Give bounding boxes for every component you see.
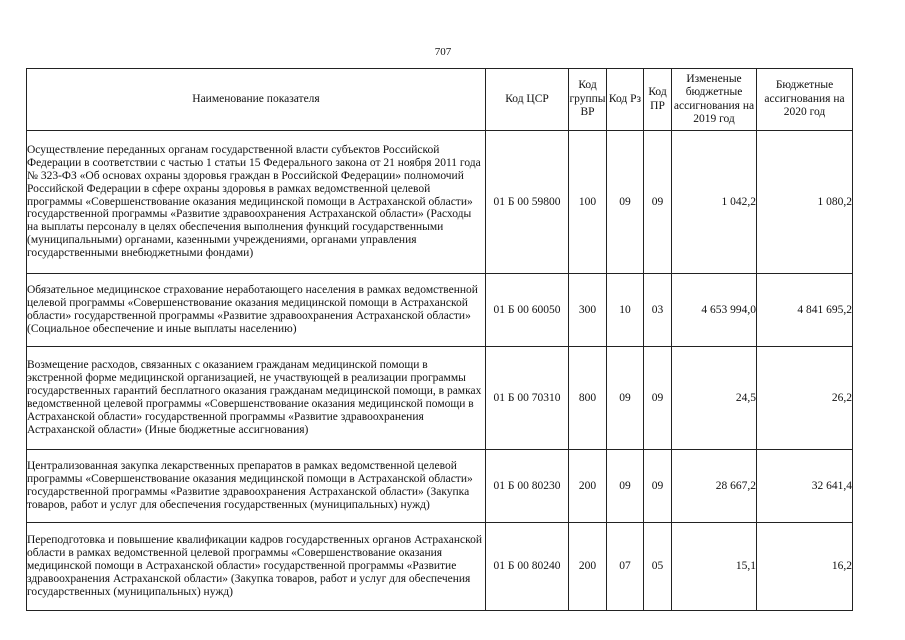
row-name: Централизованная закупка лекарственных препаратов в рамках ведомственной целевой программы «Совершенствование оказания медицинской помощи в Астраханской области» государственной программы «Развитие здравоохранения Астраханской области» (Закупка товаров, работ и услуг для обеспечения государственных (муниципальных) нужд)	[27, 450, 486, 523]
header-pr: Код ПР	[644, 69, 672, 131]
row-2020: 32 641,4	[757, 450, 853, 523]
row-2019: 4 653 994,0	[672, 274, 757, 347]
row-csr: 01 Б 00 80240	[486, 523, 569, 611]
row-vr: 800	[569, 347, 607, 450]
table-row	[27, 274, 853, 347]
row-2020: 1 080,2	[757, 131, 853, 274]
header-vr: Код группы ВР	[569, 69, 607, 131]
row-vr: 200	[569, 450, 607, 523]
row-rz: 07	[607, 523, 644, 611]
row-2019: 15,1	[672, 523, 757, 611]
row-name: Переподготовка и повышение квалификации кадров государственных органов Астраханской области в рамках ведомственной целевой программы «Совершенствование оказания медицинской помощи в Астраханской области» государственной программы «Развитие здравоохранения Астраханской области» (Закупка товаров, работ и услуг для обеспечения государственных (муниципальных) нужд)	[27, 523, 486, 611]
row-pr: 09	[644, 450, 672, 523]
budget-table	[26, 68, 853, 611]
row-rz: 09	[607, 347, 644, 450]
table-row	[27, 523, 853, 611]
row-rz: 09	[607, 131, 644, 274]
row-pr: 05	[644, 523, 672, 611]
row-vr: 100	[569, 131, 607, 274]
row-pr: 09	[644, 347, 672, 450]
row-2020: 4 841 695,2	[757, 274, 853, 347]
row-name: Обязательное медицинское страхование неработающего населения в рамках ведомственной целевой программы «Совершенствование оказания медицинской помощи в Астраханской области» государственной программы «Развитие здравоохранения Астраханской области» (Социальное обеспечение и иные выплаты населению)	[27, 274, 486, 347]
row-vr: 200	[569, 523, 607, 611]
row-vr: 300	[569, 274, 607, 347]
row-2019: 1 042,2	[672, 131, 757, 274]
row-pr: 09	[644, 131, 672, 274]
row-csr: 01 Б 00 80230	[486, 450, 569, 523]
page-number: 707	[434, 46, 452, 58]
header-2020: Бюджетные ассигнования на 2020 год	[757, 69, 853, 131]
row-rz: 10	[607, 274, 644, 347]
row-name: Осуществление переданных органам государственной власти субъектов Российской Федерации в соответствии с частью 1 статьи 15 Федерального закона от 21 ноября 2011 года № 323-ФЗ «Об основах охраны здоровья граждан в Российской Федерации» полномочий Российской Федерации в сфере охраны здоровья в рамках ведомственной целевой программы «Совершенствование оказания медицинской помощи в Астраханской области» государственной программы «Развитие здравоохранения Астраханской области» (Расходы на выплаты персоналу в целях обеспечения выполнения функций государственными (муниципальными) органами, казенными учреждениями, органами управления государственными внебюджетными фондами)	[27, 131, 486, 274]
row-pr: 03	[644, 274, 672, 347]
header-csr: Код ЦСР	[486, 69, 569, 131]
row-2019: 28 667,2	[672, 450, 757, 523]
header-name: Наименование показателя	[27, 69, 486, 131]
row-csr: 01 Б 00 60050	[486, 274, 569, 347]
row-2019: 24,5	[672, 347, 757, 450]
table-row	[27, 131, 853, 274]
table-row	[27, 450, 853, 523]
header-row	[27, 69, 853, 131]
table-row	[27, 347, 853, 450]
row-rz: 09	[607, 450, 644, 523]
row-name: Возмещение расходов, связанных с оказанием гражданам медицинской помощи в экстренной форме медицинской организацией, не участвующей в реализации программы государственных гарантий бесплатного оказания гражданам медицинской помощи, в рамках ведомственной целевой программы «Совершенствование оказания медицинской помощи в Астраханской области» государственной программы «Развитие здравоохранения Астраханской области» (Иные бюджетные ассигнования)	[27, 347, 486, 450]
row-2020: 16,2	[757, 523, 853, 611]
row-csr: 01 Б 00 70310	[486, 347, 569, 450]
row-2020: 26,2	[757, 347, 853, 450]
row-csr: 01 Б 00 59800	[486, 131, 569, 274]
header-2019: Измененые бюджетные ассигнования на 2019 год	[672, 69, 757, 131]
header-rz: Код Рз	[607, 69, 644, 131]
